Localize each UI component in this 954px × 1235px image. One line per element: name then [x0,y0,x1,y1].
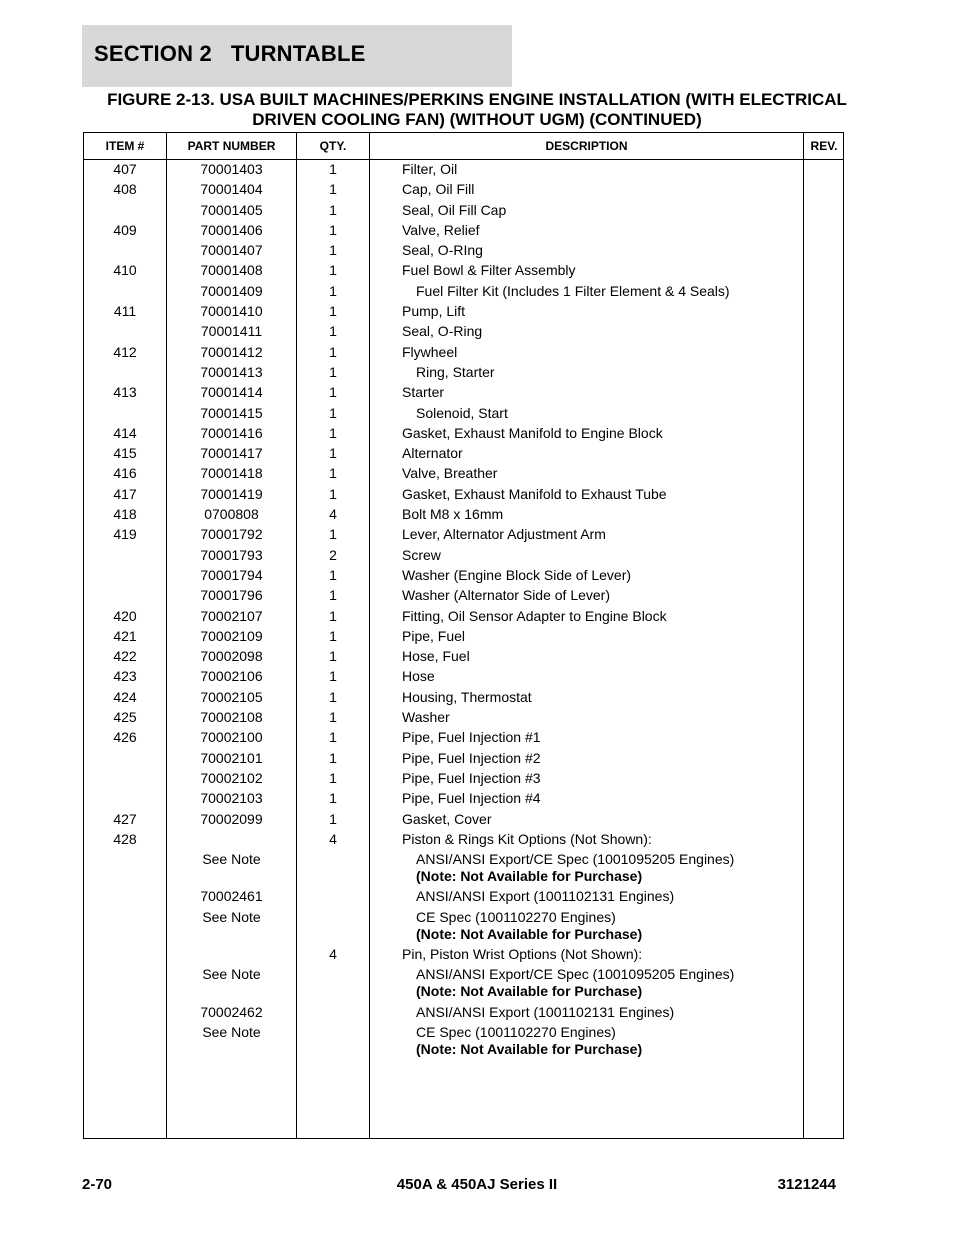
qty-cell: 1 [329,161,337,177]
description-cell [416,364,816,381]
description-text: ANSI/ANSI Export (1001102131 Engines) [416,888,675,905]
qty-cell: 2 [329,546,337,563]
table-row [84,709,843,729]
table-row [84,567,843,587]
header-rev: REV. [810,139,838,153]
item-number-cell: 427 [113,810,137,827]
description-text: Solenoid, Start [416,404,508,421]
qty-cell: 1 [329,404,337,421]
part-number-cell: 70002105 [200,688,263,705]
qty-cell: 1 [329,607,337,624]
part-number-cell: 70002099 [200,810,263,827]
table-row [84,445,843,465]
table-row [84,966,843,1003]
qty-cell: 1 [329,221,337,238]
qty-cell: 1 [329,688,337,705]
description-cell [402,668,802,685]
table-row [84,262,843,282]
table-row [84,222,843,242]
description-text: Starter [402,384,445,401]
table-body [84,161,843,1061]
part-number-cell: 70001416 [200,424,263,441]
description-text: Valve, Relief [402,221,480,238]
table-row [84,790,843,810]
item-number-cell: 428 [113,830,137,847]
description-cell [402,689,802,706]
part-number-cell: 70001405 [200,201,263,218]
item-number-cell: 415 [113,445,137,462]
part-number-cell: 70002103 [200,790,263,807]
description-text: Filter, Oil [402,161,458,177]
description-cell [416,1004,816,1021]
description-cell [402,425,802,442]
qty-cell: 1 [329,648,337,665]
qty-cell: 1 [329,323,337,340]
qty-cell: 1 [329,363,337,380]
qty-cell: 1 [329,262,337,279]
table-row [84,506,843,526]
part-number-cell: 70002107 [200,607,263,624]
purchase-note: (Note: Not Available for Purchase) [416,868,643,885]
item-number-cell: 417 [113,485,137,502]
description-text: Hose, Fuel [402,648,470,665]
qty-cell: 1 [329,465,337,482]
description-text: Ring, Starter [416,363,495,380]
table-row [84,364,843,384]
qty-cell: 1 [329,526,337,543]
part-number-cell: 70001792 [200,526,263,543]
table-row [84,1024,843,1061]
qty-cell: 1 [329,485,337,502]
header-item: ITEM # [105,139,145,153]
qty-cell: 1 [329,303,337,320]
qty-cell: 1 [329,242,337,259]
description-cell [402,344,802,361]
description-text: Pipe, Fuel Injection #1 [402,729,541,746]
description-text: Washer (Alternator Side of Lever) [402,587,611,604]
description-text: Seal, O-Ring [402,323,483,340]
figure-title-line2: DRIVEN COOLING FAN) (WITHOUT UGM) (CONTINUED) [252,110,702,129]
description-cell [402,303,802,320]
description-text: CE Spec (1001102270 Engines) [416,908,616,925]
part-number-cell: 70001414 [200,384,263,401]
table-row [84,303,843,323]
description-cell [402,587,802,604]
qty-cell: 1 [329,181,337,198]
qty-cell: 1 [329,769,337,786]
footer-doc-number: 3121244 [777,1176,836,1193]
part-number-cell: See Note [202,1023,261,1040]
description-cell [402,181,802,198]
table-row [84,811,843,831]
description-cell [416,888,816,905]
description-text: Fitting, Oil Sensor Adapter to Engine Block [402,607,667,624]
description-text: Seal, O-RIng [402,242,483,259]
part-number-cell: 70001410 [200,303,263,320]
table-row [84,729,843,749]
description-cell [402,202,802,219]
item-number-cell: 421 [113,627,137,644]
qty-cell: 1 [329,384,337,401]
footer-model: 450A & 450AJ Series II [396,1176,558,1193]
qty-cell: 4 [329,506,337,523]
table-row [84,648,843,668]
description-text: Washer (Engine Block Side of Lever) [402,566,632,583]
description-cell [402,445,802,462]
part-number-cell: 70001415 [200,404,263,421]
description-cell [402,506,802,523]
item-number-cell: 414 [113,424,137,441]
description-cell [402,608,802,625]
table-row [84,486,843,506]
table-row [84,161,843,181]
table-row [84,547,843,567]
description-text: Pin, Piston Wrist Options (Not Shown): [402,945,643,962]
part-number-cell: 70001793 [200,546,263,563]
description-cell [402,323,802,340]
item-number-cell: 409 [113,221,137,238]
description-text: Housing, Thermostat [402,688,532,705]
description-cell [402,709,802,726]
header-part-number: PART NUMBER [187,139,276,153]
qty-cell: 1 [329,668,337,685]
part-number-cell: 70001413 [200,363,263,380]
description-cell [402,262,802,279]
table-row [84,946,843,966]
description-text: Fuel Bowl & Filter Assembly [402,262,576,279]
description-cell [402,770,802,787]
description-cell [402,242,802,259]
part-number-cell: 70001404 [200,181,263,198]
part-number-cell: 0700808 [204,506,259,523]
qty-cell: 1 [329,566,337,583]
purchase-note: (Note: Not Available for Purchase) [416,925,643,942]
figure-title-line1: FIGURE 2-13. USA BUILT MACHINES/PERKINS ENGINE INSTALLATION (WITH ELECTRICAL [107,90,847,109]
purchase-note: (Note: Not Available for Purchase) [416,983,643,1000]
part-number-cell: 70002109 [200,627,263,644]
description-cell [402,946,802,963]
table-row [84,425,843,445]
table-row [84,608,843,628]
description-cell [402,648,802,665]
part-number-cell: 70002108 [200,709,263,726]
qty-cell: 1 [329,749,337,766]
table-row [84,181,843,201]
description-cell [402,729,802,746]
table-row [84,202,843,222]
table-row [84,242,843,262]
description-cell [402,811,802,828]
description-cell [402,384,802,401]
item-number-cell: 420 [113,607,137,624]
description-text: Gasket, Exhaust Manifold to Exhaust Tube [402,485,667,502]
item-number-cell: 425 [113,709,137,726]
table-row [84,323,843,343]
item-number-cell: 410 [113,262,137,279]
table-row [84,628,843,648]
header-description: DESCRIPTION [545,139,628,153]
part-number-cell: See Note [202,966,261,983]
description-text: Alternator [402,445,463,462]
description-text: Fuel Filter Kit (Includes 1 Filter Element & 4 Seals) [416,282,730,299]
item-number-cell: 424 [113,688,137,705]
qty-cell: 1 [329,587,337,604]
table-row [84,1004,843,1024]
part-number-cell: 70002098 [200,648,263,665]
purchase-note: (Note: Not Available for Purchase) [416,1040,643,1057]
part-number-cell: 70001411 [200,323,263,340]
part-number-cell: 70001406 [200,221,263,238]
table-row [84,689,843,709]
description-text: Pipe, Fuel Injection #3 [402,769,541,786]
table-row [84,668,843,688]
description-cell [416,283,816,300]
part-number-cell: See Note [202,908,261,925]
part-number-cell: 70002461 [200,888,263,905]
qty-cell: 4 [329,830,337,847]
qty-cell: 1 [329,201,337,218]
description-cell [402,465,802,482]
item-number-cell: 413 [113,384,137,401]
table-row [84,831,843,851]
description-cell [402,161,802,178]
description-text: ANSI/ANSI Export/CE Spec (1001095205 Engines) [416,966,735,983]
item-number-cell: 416 [113,465,137,482]
part-number-cell: 70002101 [200,749,263,766]
item-number-cell: 426 [113,729,137,746]
description-text: Lever, Alternator Adjustment Arm [402,526,606,543]
part-number-cell: 70001418 [200,465,263,482]
footer-page-number: 2-70 [82,1176,113,1193]
item-number-cell: 411 [113,303,137,320]
table-row [84,384,843,404]
description-text: Pipe, Fuel Injection #2 [402,749,541,766]
description-cell [402,567,802,584]
description-text: Valve, Breather [402,465,498,482]
header-qty: QTY. [319,139,347,153]
table-row [84,465,843,485]
qty-cell: 1 [329,790,337,807]
description-text: Hose [402,668,435,685]
part-number-cell: 70001409 [200,282,263,299]
qty-cell: 1 [329,709,337,726]
qty-cell: 1 [329,729,337,746]
part-number-cell: 70001419 [200,485,263,502]
item-number-cell: 412 [113,343,137,360]
description-text: Gasket, Exhaust Manifold to Engine Block [402,424,663,441]
description-cell [402,222,802,239]
description-text: Bolt M8 x 16mm [402,506,504,523]
description-text: Pump, Lift [402,303,466,320]
part-number-cell: 70001417 [200,445,263,462]
description-cell [402,486,802,503]
part-number-cell: 70001403 [200,161,263,177]
table-row [84,851,843,888]
description-cell [416,1024,816,1058]
description-cell [402,526,802,543]
description-text: Washer [402,709,450,726]
item-number-cell: 422 [113,648,137,665]
part-number-cell: 70001408 [200,262,263,279]
part-number-cell: 70002100 [200,729,263,746]
parts-table [83,132,844,1139]
qty-cell: 1 [329,445,337,462]
description-cell [416,405,816,422]
header-divider [84,159,843,160]
part-number-cell: 70002102 [200,769,263,786]
part-number-cell: See Note [202,851,261,868]
description-text: ANSI/ANSI Export/CE Spec (1001095205 Engines) [416,851,735,868]
table-row [84,770,843,790]
description-text: Seal, Oil Fill Cap [402,201,507,218]
description-cell [416,909,816,943]
description-cell [416,966,816,1000]
table-row [84,405,843,425]
description-cell [416,851,816,885]
item-number-cell: 407 [113,161,137,177]
table-row [84,888,843,908]
table-row [84,750,843,770]
description-text: Cap, Oil Fill [402,181,475,198]
description-text: Gasket, Cover [402,810,492,827]
description-text: Screw [402,546,441,563]
qty-cell: 1 [329,282,337,299]
section-title: SECTION 2 TURNTABLE [94,41,366,66]
description-text: Flywheel [402,343,458,360]
part-number-cell: 70001407 [200,242,263,259]
table-row [84,909,843,946]
table-row [84,344,843,364]
description-cell [402,628,802,645]
part-number-cell: 70001796 [200,587,263,604]
description-cell [402,831,802,848]
table-row [84,526,843,546]
qty-cell: 4 [329,945,337,962]
description-text: ANSI/ANSI Export (1001102131 Engines) [416,1003,675,1020]
part-number-cell: 70002462 [200,1003,263,1020]
item-number-cell: 419 [113,526,137,543]
qty-cell: 1 [329,424,337,441]
table-row [84,587,843,607]
description-text: Piston & Rings Kit Options (Not Shown): [402,830,652,847]
description-cell [402,750,802,767]
qty-cell: 1 [329,343,337,360]
description-text: CE Spec (1001102270 Engines) [416,1023,616,1040]
item-number-cell: 408 [113,181,137,198]
description-cell [402,790,802,807]
item-number-cell: 423 [113,668,137,685]
part-number-cell: 70001794 [200,566,263,583]
figure-title [60,90,894,130]
qty-cell: 1 [329,627,337,644]
qty-cell: 1 [329,810,337,827]
description-text: Pipe, Fuel [402,627,466,644]
description-cell [402,547,802,564]
part-number-cell: 70002106 [200,668,263,685]
part-number-cell: 70001412 [200,343,263,360]
table-row [84,283,843,303]
description-text: Pipe, Fuel Injection #4 [402,790,541,807]
item-number-cell: 418 [113,506,137,523]
